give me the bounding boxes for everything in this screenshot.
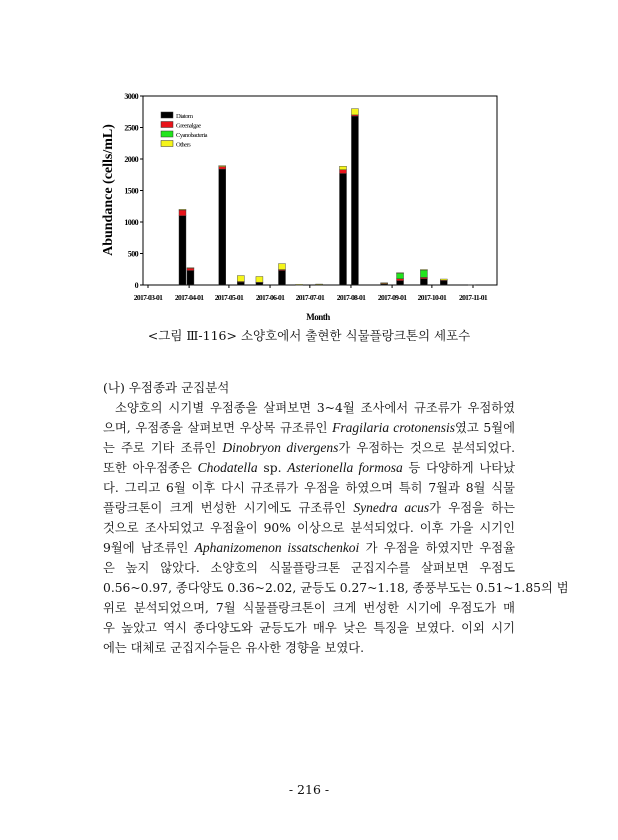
paragraph-line xyxy=(103,618,515,638)
legend-label: Greenalgae xyxy=(176,122,201,130)
bar-stack xyxy=(187,268,194,285)
y-tick-label: 500 xyxy=(127,249,138,259)
bar-segment-others xyxy=(219,166,226,167)
paragraph-line xyxy=(103,598,515,618)
bar-segment-others xyxy=(237,276,244,282)
text-run: 소양호의 시기별 우점종을 살펴보면 3~4월 조사에서 규조류가 우점하였 xyxy=(115,401,515,415)
x-tick-label: 2017-05-01 xyxy=(214,293,244,302)
species-name: Synedra acus xyxy=(353,500,430,515)
bar-segment-others xyxy=(296,284,303,285)
paragraph-line xyxy=(103,398,515,418)
text-run: 가 우점하는 것으로 분석되었다. xyxy=(338,441,515,455)
species-name: Chodatella xyxy=(197,460,258,475)
legend-label: Cyanobacteria xyxy=(176,132,208,139)
text-run: 우 높았고 역시 종다양도와 균등도가 매우 낮은 특징을 보였다. 이외 시기 xyxy=(103,621,515,635)
text-run: 가 우점을 하는 xyxy=(429,501,516,515)
bar-segment-others xyxy=(179,209,186,210)
bar-stack xyxy=(468,285,475,286)
paragraph-line xyxy=(103,458,515,478)
paragraph-line xyxy=(103,538,515,558)
text-run: sp. xyxy=(257,461,288,475)
bar-stack xyxy=(397,273,404,285)
y-tick-label: 2000 xyxy=(124,155,138,164)
text-run: 등 다양하게 나타났 xyxy=(402,461,515,475)
y-tick-label: 1000 xyxy=(124,218,138,227)
abundance-stacked-bar-chart xyxy=(0,0,618,330)
bar-segment-diatom xyxy=(187,271,194,285)
bar-segment-others xyxy=(381,283,388,284)
x-tick-label: 2017-06-01 xyxy=(255,293,285,302)
paragraph-line xyxy=(103,478,515,498)
text-run: 또한 아우점종은 xyxy=(103,461,198,475)
legend-swatch xyxy=(161,141,173,147)
paragraph-line xyxy=(103,518,515,538)
bar-segment-others xyxy=(420,270,427,271)
x-tick-label: 2017-11-01 xyxy=(458,293,488,302)
bar-segment-diatom xyxy=(420,279,427,285)
bar-stack xyxy=(179,209,186,285)
paragraph-line xyxy=(103,638,515,658)
bar-stack xyxy=(420,270,427,285)
x-axis-label: Month xyxy=(306,312,330,322)
text-run: 였고 5월에 xyxy=(454,421,515,435)
text-run: 가 우점을 하였지만 우점율 xyxy=(359,541,515,555)
text-run: 다. 그리고 6월 이후 다시 규조류가 우점을 하였으며 특히 7월과 8월 식물 xyxy=(103,481,515,495)
bar-stack xyxy=(278,264,285,285)
bar-segment-diatom xyxy=(278,271,285,285)
x-tick-label: 2017-10-01 xyxy=(417,293,447,302)
legend-swatch xyxy=(161,122,173,128)
bar-segment-diatom xyxy=(340,173,347,285)
text-run: 위로 분석되었으며, 7월 식물플랑크톤이 크게 번성한 시기에 우점도가 매 xyxy=(103,601,515,615)
bar-segment-diatom xyxy=(179,216,186,285)
bar-segment-diatom xyxy=(440,281,447,285)
bar-stack xyxy=(340,166,347,285)
paragraph-line xyxy=(103,578,569,598)
y-tick-label: 0 xyxy=(134,281,138,290)
text-run: 9월에 남조류인 xyxy=(103,541,195,555)
bar-stack xyxy=(237,276,244,285)
bar-segment-cyanobacteria xyxy=(397,273,404,279)
bar-segment-greenalgae xyxy=(340,170,347,174)
text-run: 것으로 조사되었고 우점율이 90% 이상으로 분석되었다. 이후 가을 시기인 xyxy=(103,521,515,535)
x-tick-label: 2017-07-01 xyxy=(295,293,325,302)
x-tick-label: 2017-09-01 xyxy=(377,293,407,302)
y-axis-label: Abundance (cells/mL) xyxy=(101,124,116,256)
bar-stack xyxy=(256,276,263,285)
section-heading: (나) 우점종과 군집분석 xyxy=(103,380,230,395)
y-tick-label: 1500 xyxy=(124,186,138,196)
text-run: 으며, 우점종을 살펴보면 우상목 규조류인 xyxy=(103,421,333,435)
bar-segment-others xyxy=(316,284,323,285)
bar-segment-others xyxy=(340,166,347,169)
bar-segment-diatom xyxy=(351,116,358,285)
legend-swatch xyxy=(161,112,173,118)
bar-segment-others xyxy=(187,268,194,269)
bar-segment-others xyxy=(278,264,285,270)
text-run: 에는 대체로 군집지수들은 유사한 경향을 보였다. xyxy=(103,641,365,655)
paragraph-line xyxy=(103,558,515,578)
bar-segment-others xyxy=(440,279,447,280)
species-name: Aphanizomenon issatschenkoi xyxy=(194,540,360,555)
page-number: - 216 - xyxy=(288,782,330,797)
legend-swatch xyxy=(161,131,173,137)
bar-stack xyxy=(219,166,226,285)
bar-stack xyxy=(296,284,303,285)
paragraph-line xyxy=(103,438,515,458)
bar-segment-cyanobacteria xyxy=(420,270,427,278)
x-tick-label: 2017-08-01 xyxy=(336,293,366,302)
bar-segment-others xyxy=(256,276,263,282)
figure-caption: <그림 Ⅲ-116> 소양호에서 출현한 식물플랑크톤의 세포수 xyxy=(147,328,471,343)
body-paragraph xyxy=(103,398,569,658)
bar-segment-others xyxy=(397,273,404,274)
bar-segment-greenalgae xyxy=(397,279,404,281)
paragraph-line xyxy=(103,498,515,518)
species-name: Asterionella formosa xyxy=(287,460,403,475)
bar-stack xyxy=(316,284,323,285)
paragraph-line xyxy=(103,418,515,438)
bar-stack xyxy=(440,279,447,285)
text-run: 은 높지 않았다. 소양호의 식물플랑크톤 군집지수를 살펴보면 우점도 xyxy=(103,561,515,575)
text-run: 0.56~0.97, 종다양도 0.36~2.02, 균등도 0.27~1.18, 종풍부도는 0.51~1.85의 범 xyxy=(103,581,569,595)
bar-stack xyxy=(381,283,388,285)
species-name: Dinobryon divergens xyxy=(222,440,339,455)
bar-segment-diatom xyxy=(219,169,226,285)
text-run: 플랑크톤이 크게 번성한 시기에도 규조류인 xyxy=(103,501,354,515)
bar-segment-diatom xyxy=(468,285,475,286)
legend-label: Diatom xyxy=(176,113,193,120)
x-tick-label: 2017-04-01 xyxy=(174,293,204,302)
bar-segment-diatom xyxy=(397,281,404,285)
bar-segment-greenalgae xyxy=(179,210,186,216)
text-run: 는 주로 기타 조류인 xyxy=(103,441,223,455)
bar-segment-others xyxy=(351,109,358,115)
legend-label: Others xyxy=(176,141,191,149)
x-tick-label: 2017-03-01 xyxy=(133,293,163,302)
species-name: Fragilaria crotonensis xyxy=(332,420,455,435)
bar-segment-greenalgae xyxy=(219,167,226,170)
y-tick-label: 3000 xyxy=(124,92,138,101)
y-tick-label: 2500 xyxy=(124,123,138,133)
bar-stack xyxy=(351,109,358,285)
